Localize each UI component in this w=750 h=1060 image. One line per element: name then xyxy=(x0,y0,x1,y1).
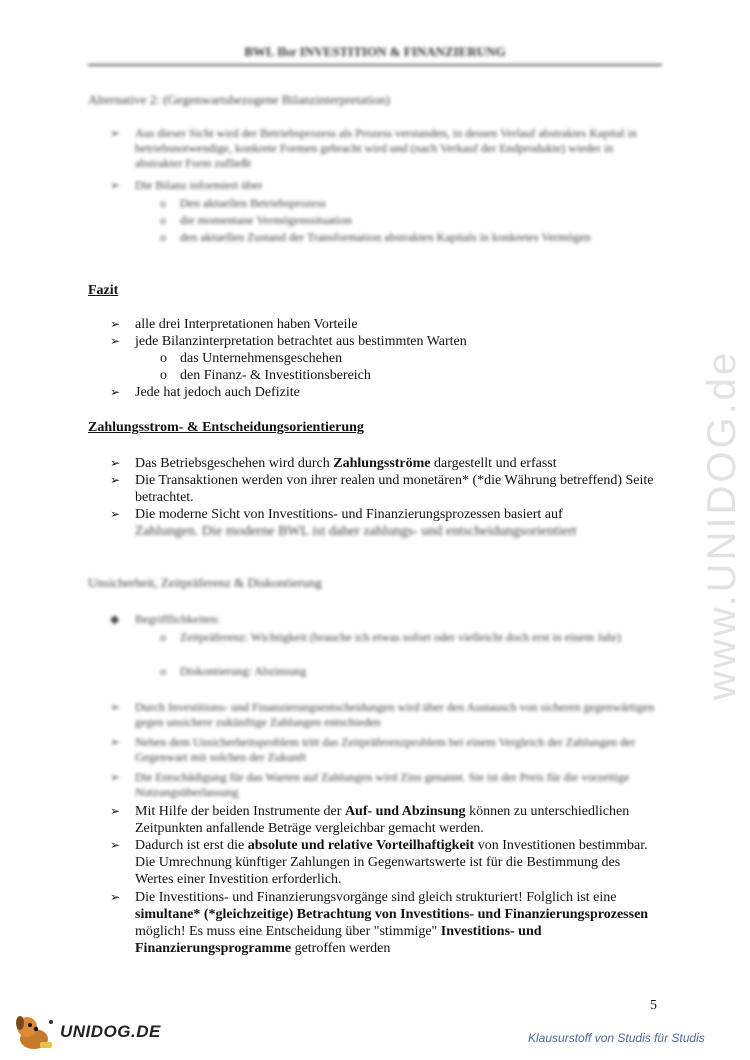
blurred-subitem: o Den aktuellen Betriebsprozess xyxy=(160,196,326,210)
list-item: ➢ Das Betriebsgeschehen wird durch Zahlungsströme dargestellt und erfasst xyxy=(110,456,557,471)
arrow-bullet-icon: ➢ xyxy=(110,126,121,140)
blurred-bullet: ➢ Neben dem Unsicherheitsproblem tritt das Zeitpräferenzproblem bei einem Vergleich der Zahlungen der Gegenwart mit solchen der Zukunft xyxy=(110,735,636,764)
circle-bullet-icon: o xyxy=(160,368,167,383)
blurred-bullet: ➢ Die Bilanz informiert über xyxy=(110,178,263,192)
list-item: ➢ Jede hat jedoch auch Defizite xyxy=(110,385,300,400)
arrow-bullet-icon: ➢ xyxy=(110,507,121,521)
dog-mascot-icon xyxy=(10,1012,58,1052)
arrow-bullet-icon: ➢ xyxy=(110,700,121,714)
blurred-subitem: o den aktuellen Zustand der Transformation abstrakten Kapitals in konkretes Vermögen xyxy=(160,230,591,244)
arrow-bullet-icon: ➢ xyxy=(110,178,121,192)
arrow-bullet-icon: ➢ xyxy=(110,317,121,331)
unidog-logo xyxy=(10,1012,160,1052)
section-title-zahlungsstrom: Zahlungsstrom- & Entscheidungsorientierung xyxy=(88,420,364,435)
arrow-bullet-icon: ➢ xyxy=(110,804,121,818)
blurred-bullet: ◆ Begrifflichkeiten: xyxy=(110,612,221,626)
blurred-bullet: ➢ Die Entschädigung für das Warten auf Zahlungen wird Zins genannt. Sie ist der Preis für die vorzeitige Nutzungsüberlassung xyxy=(110,770,630,799)
blurred-section-title: Alternative 2: (Gegenwartsbezogene Bilanzinterpretation) xyxy=(88,92,391,107)
page-number: 5 xyxy=(650,998,657,1013)
list-item: ➢ Die Investitions- und Finanzierungsvorgänge sind gleich strukturiert! Folglich ist eine simultane* (*gleichzeitige) Betrachtung von Investitions- und Finanzierungsprozessen möglich! Es muss eine Entscheidung über "stimmige" Investitions- und Finanzierungsprogramme getroffen werden xyxy=(110,890,649,956)
arrow-bullet-icon: ➢ xyxy=(110,334,121,348)
logo-text: UNIDOG.DE xyxy=(60,1022,161,1041)
watermark: www.UNIDOG.de xyxy=(700,349,744,700)
page-header: BWL Ilsr INVESTITION & FINANZIERUNG xyxy=(88,44,662,66)
section-title-fazit: Fazit xyxy=(88,283,119,298)
arrow-bullet-icon: ➢ xyxy=(110,890,121,904)
circle-bullet-icon: o xyxy=(160,351,167,366)
circle-bullet-icon: o xyxy=(160,230,166,244)
sub-list-item: o den Finanz- & Investitionsbereich xyxy=(160,368,371,383)
blurred-subitem: o Diskontierung: Abzinsung xyxy=(160,664,307,678)
circle-bullet-icon: o xyxy=(160,630,166,644)
blurred-subitem: o die momentane Vermögenssituation xyxy=(160,213,352,227)
arrow-bullet-icon: ➢ xyxy=(110,770,121,784)
arrow-bullet-icon: ➢ xyxy=(110,473,121,487)
arrow-bullet-icon: ➢ xyxy=(110,838,121,852)
list-item: ➢ alle drei Interpretationen haben Vorteile xyxy=(110,317,358,332)
blurred-bullet: ➢ Durch Investitions- und Finanzierungsentscheidungen wird über den Austausch von sicheren gegenwärtigen gegen unsichere zukünftige Zahlungen entschieden xyxy=(110,700,655,729)
list-item: ➢ jede Bilanzinterpretation betrachtet aus bestimmten Warten xyxy=(110,334,467,349)
list-item: ➢ Die moderne Sicht von Investitions- und Finanzierungsprozessen basiert auf xyxy=(110,507,563,522)
circle-bullet-icon: o xyxy=(160,664,166,678)
circle-bullet-icon: o xyxy=(160,213,166,227)
circle-bullet-icon: o xyxy=(160,196,166,210)
sub-list-item: o das Unternehmensgeschehen xyxy=(160,351,343,366)
blurred-subitem: o Zeitpräferenz: Wichtigkeit (brauche ich etwas sofort oder vielleicht doch erst in einem Jahr) xyxy=(160,630,622,644)
list-item: ➢ Die Transaktionen werden von ihrer realen und monetären* (*die Währung betreffend) Seite betrachtet. xyxy=(110,473,654,505)
diamond-bullet-icon: ◆ xyxy=(110,612,120,626)
arrow-bullet-icon: ➢ xyxy=(110,385,121,399)
list-item: ➢ Mit Hilfe der beiden Instrumente der Auf- und Abzinsung können zu unterschiedlichen Zeitpunkten anfallende Beträge vergleichbar gemacht werden. xyxy=(110,804,630,836)
blurred-section-title: Unsicherheit, Zeitpräferenz & Diskontierung xyxy=(88,575,322,590)
blurred-line: Zahlungen. Die moderne BWL ist daher zahlungs- und entscheidungsorientiert xyxy=(135,524,577,539)
blurred-bullet: ➢ Aus dieser Sicht wird der Betriebsprozess als Prozess verstanden, in dessen Verlauf abstraktes Kapital in betriebsnotwendige, konkrete Formen gebracht wird und (nach Verkauf der Endprodukte) wieder in abstrakter Form zufließt xyxy=(110,126,637,170)
footer-tagline: Klausurstoff von Studis für Studis xyxy=(528,1031,705,1045)
arrow-bullet-icon: ➢ xyxy=(110,735,121,749)
arrow-bullet-icon: ➢ xyxy=(110,456,121,470)
list-item: ➢ Dadurch ist erst die absolute und relative Vorteilhaftigkeit von Investitionen bestimmbar. Die Umrechnung künftiger Zahlungen in Gegenwartswerte ist für die Bestimmung des Wertes einer Investition erforderlich. xyxy=(110,838,648,887)
